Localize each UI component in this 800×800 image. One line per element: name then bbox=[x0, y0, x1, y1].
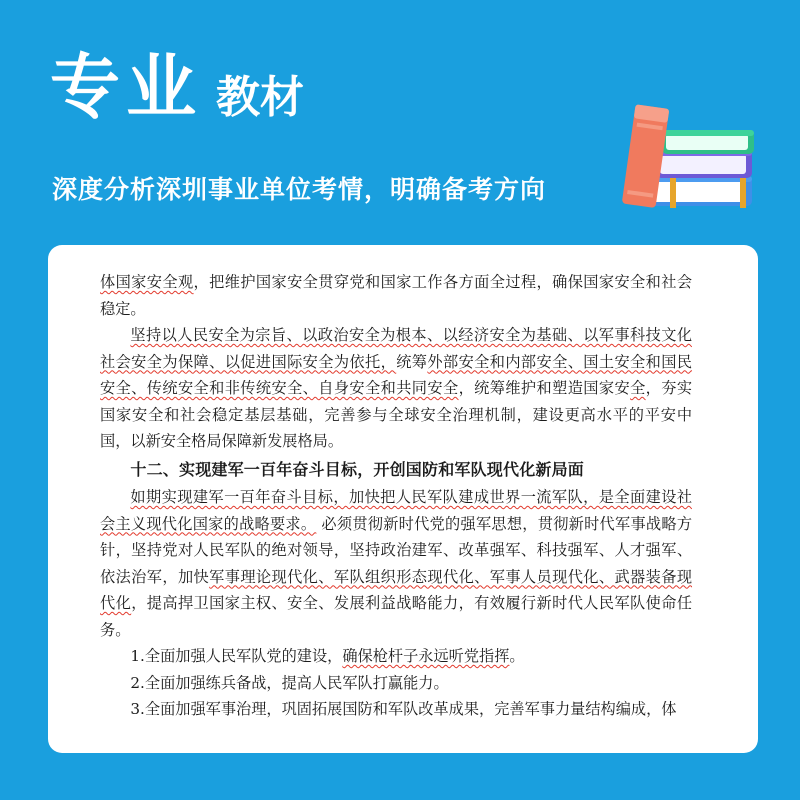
list-item: 3.全面加强军事治理，巩固拓展国防和军队改革成果，完善军事力量结构编成，体 bbox=[130, 700, 677, 718]
underlined-text: 体国家安全观 bbox=[100, 273, 194, 291]
section-heading: 十二、实现建军一百年奋斗目标，开创国防和军队现代化新局面 bbox=[130, 459, 584, 479]
paragraph-text: 必须贯彻新时代党的强军思想，贯彻新时代军事战略方针，坚持党对人民军队的绝对领导，坚持政治建军、改革强军、科技强军、人才强军、依法治军，加快 bbox=[100, 514, 693, 586]
underlined-text: 军事理论现代化、军队组织形态现代化、军事人员现代化、武器装备现代化 bbox=[100, 567, 693, 612]
list-item-text: 1.全面加强人民军队党的建设， bbox=[130, 647, 343, 665]
paragraph-text: ，把维护国家安全贯穿党和国家工作各方面全过程，确保国家安全和社会稳定。 bbox=[100, 273, 693, 318]
list-item bbox=[100, 643, 692, 670]
underlined-text: 坚持以人民安全为宗旨、以政治安全为根本、以经济安全为基础、以军事科技文化社会安全为保障、以促进国际安全为依托， bbox=[100, 326, 692, 371]
paragraph-text: ，夯实国家安全和社会稳定基层基础，完善参与全球安全治理机制，建设更高水平的平安中国，以新安全格局保障新发展格局。 bbox=[100, 379, 693, 450]
paragraph bbox=[100, 322, 692, 455]
paragraph bbox=[100, 484, 692, 643]
paragraph-text: 统筹 bbox=[396, 352, 428, 371]
document-body bbox=[100, 269, 692, 723]
title-secondary: 教材 bbox=[216, 72, 304, 123]
list-item: 2.全面加强练兵备战，提高人民军队打赢能力。 bbox=[130, 673, 449, 692]
underlined-text: 外部安全和内部安全、国土安全和国民安全、传统安全和非传统安全、自身安全和共同安全 bbox=[100, 352, 693, 397]
paragraph bbox=[100, 269, 692, 322]
underlined-text: 全 bbox=[630, 379, 646, 397]
paragraph-text: ，统筹维护和塑造国家安 bbox=[458, 379, 631, 397]
paragraph-text: ，提高捍卫国家主权、安全、发展利益战略能力，有效履行新时代人民军队使命任务。 bbox=[100, 594, 693, 639]
title-main: 专业 bbox=[50, 46, 202, 128]
list-item-text: 。 bbox=[509, 647, 525, 665]
books-icon bbox=[612, 100, 762, 212]
document-card bbox=[48, 245, 758, 753]
subtitle: 深度分析深圳事业单位考情，明确备考方向 bbox=[52, 175, 547, 204]
underlined-text: 确保枪杆子永远听党指挥 bbox=[342, 647, 510, 665]
underlined-text: 如期实现建军一百年奋斗目标，加快把人民军队建成世界一流军队，是全面建设社会主义现代化国家的战略要求。 bbox=[100, 488, 692, 533]
header-title bbox=[50, 46, 304, 128]
